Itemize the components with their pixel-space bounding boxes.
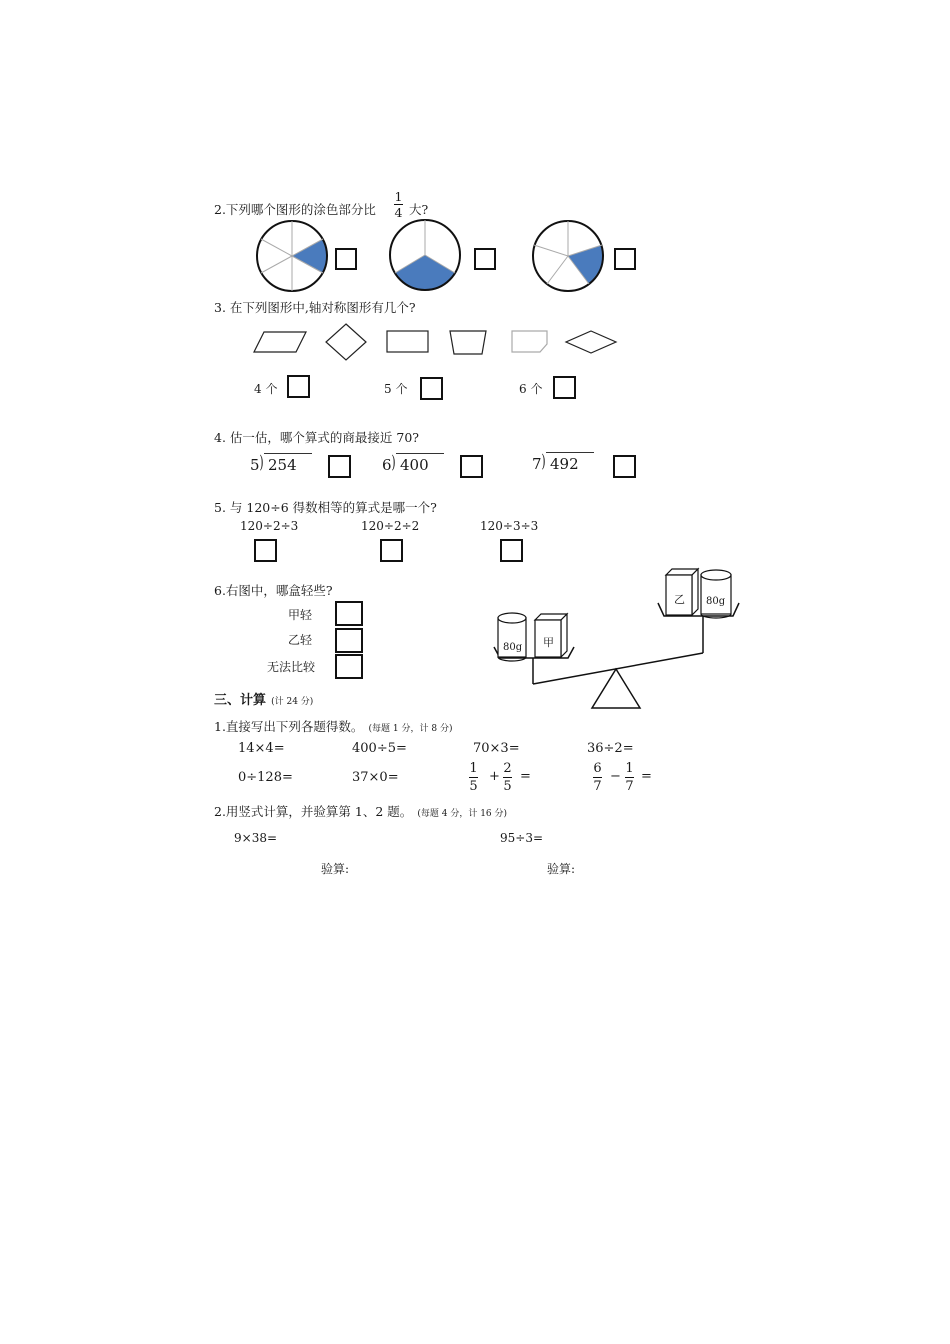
- q4-answer-box-3[interactable]: [613, 455, 636, 478]
- q5-option-1: 120÷2÷3: [240, 519, 299, 533]
- section3-title: 三、计算: [214, 693, 267, 708]
- trapezoid-shape: [450, 331, 486, 354]
- right-cylinder-label: 80g: [706, 596, 726, 607]
- q4-division-2: 6 ) 400: [382, 452, 452, 478]
- q2-frac-num: 1: [394, 189, 403, 204]
- calc2-heading: [214, 801, 507, 820]
- q4-prompt: 4. 估一估，哪个算式的商最接近 70?: [214, 430, 419, 445]
- frac-sub-b: 1 7: [625, 761, 634, 794]
- q5-answer-box-2[interactable]: [380, 539, 403, 562]
- left-cylinder-label: 80g: [503, 642, 523, 653]
- circle-a: [257, 221, 327, 291]
- circle-b: [390, 220, 460, 290]
- q6-option-3: 无法比较: [267, 660, 316, 674]
- frac-add-a: 1 5: [469, 761, 478, 794]
- calc1-heading: [214, 716, 452, 735]
- calc1-note: (每题 1 分，计 8 分): [368, 724, 453, 734]
- calc2-problem-2: 95÷3=: [500, 831, 544, 845]
- circle-c: [533, 221, 604, 291]
- q6-option-1: 甲轻: [288, 608, 313, 622]
- calc1-r2-c1: 0÷128=: [238, 770, 293, 785]
- q2-prefix: 2.下列哪个图形的涂色部分比: [214, 202, 376, 217]
- q4-division-3: 7 ) 492: [532, 451, 602, 477]
- calc1-r1-c2: 400÷5=: [352, 741, 407, 756]
- flat-rhombus-shape: [566, 331, 616, 353]
- q3-answer-box-2[interactable]: [420, 377, 443, 400]
- frac-add-eq: =: [520, 769, 531, 784]
- cut-corner-shape: [512, 331, 547, 352]
- calc2-check-2: 验算:: [547, 862, 576, 876]
- q2-frac-den: 4: [394, 205, 403, 220]
- parallelogram-shape: [254, 332, 306, 352]
- calc1-title: 1.直接写出下列各题得数。: [214, 719, 364, 734]
- section3-points: (计 24 分): [271, 697, 314, 707]
- left-box-label: 甲: [543, 636, 554, 649]
- q4-division-1: 5 ) 254: [250, 452, 320, 478]
- q3-shapes: [250, 322, 630, 362]
- q3-option-1: 4 个: [254, 382, 278, 396]
- q2-answer-box-b[interactable]: [474, 248, 496, 270]
- q6-answer-box-2[interactable]: [335, 628, 363, 653]
- q2-answer-box-a[interactable]: [335, 248, 357, 270]
- rhombus-shape: [326, 324, 366, 360]
- q5-answer-box-1[interactable]: [254, 539, 277, 562]
- q2-circles: [250, 218, 670, 298]
- q2-suffix: 大?: [409, 202, 429, 217]
- calc2-title: 2.用竖式计算，并验算第 1、2 题。: [214, 804, 413, 819]
- calc2-problem-1: 9×38=: [234, 831, 278, 845]
- q3-option-2: 5 个: [384, 382, 408, 396]
- q2-answer-box-c[interactable]: [614, 248, 636, 270]
- fulcrum-triangle: [592, 669, 640, 708]
- q2-prompt: [214, 200, 376, 218]
- balance-scale: [488, 563, 758, 713]
- q4-answer-box-2[interactable]: [460, 455, 483, 478]
- frac-add-op: +: [489, 769, 500, 784]
- q3-answer-box-3[interactable]: [553, 376, 576, 399]
- frac-sub-eq: =: [641, 769, 652, 784]
- right-box-label: 乙: [674, 593, 685, 606]
- calc1-r1-c4: 36÷2=: [587, 741, 634, 756]
- q6-answer-box-3[interactable]: [335, 654, 363, 679]
- frac-sub-a: 6 7: [593, 761, 602, 794]
- rectangle-shape: [387, 331, 428, 352]
- q5-option-3: 120÷3÷3: [480, 519, 539, 533]
- q4-answer-box-1[interactable]: [328, 455, 351, 478]
- calc1-r1-c1: 14×4=: [238, 741, 285, 756]
- q2-fraction: [394, 190, 403, 219]
- q3-answer-box-1[interactable]: [287, 375, 310, 398]
- q5-answer-box-3[interactable]: [500, 539, 523, 562]
- q5-option-2: 120÷2÷2: [361, 519, 420, 533]
- calc1-r2-c2: 37×0=: [352, 770, 399, 785]
- frac-add-b: 2 5: [503, 761, 512, 794]
- section3-heading: [214, 689, 313, 708]
- calc2-note: (每题 4 分，计 16 分): [417, 809, 508, 819]
- q6-option-2: 乙轻: [288, 633, 313, 647]
- q5-prompt: 5. 与 120÷6 得数相等的算式是哪一个?: [214, 500, 437, 515]
- calc2-check-1: 验算:: [321, 862, 350, 876]
- calc1-r1-c3: 70×3=: [473, 741, 520, 756]
- right-cylinder: [701, 570, 731, 618]
- q3-prompt: 3. 在下列图形中,轴对称图形有几个?: [214, 300, 416, 315]
- frac-sub-op: −: [610, 769, 621, 784]
- q3-option-3: 6 个: [519, 382, 543, 396]
- left-cylinder: [498, 613, 526, 661]
- q6-answer-box-1[interactable]: [335, 601, 363, 626]
- q6-prompt: 6.右图中，哪盒轻些?: [214, 583, 333, 598]
